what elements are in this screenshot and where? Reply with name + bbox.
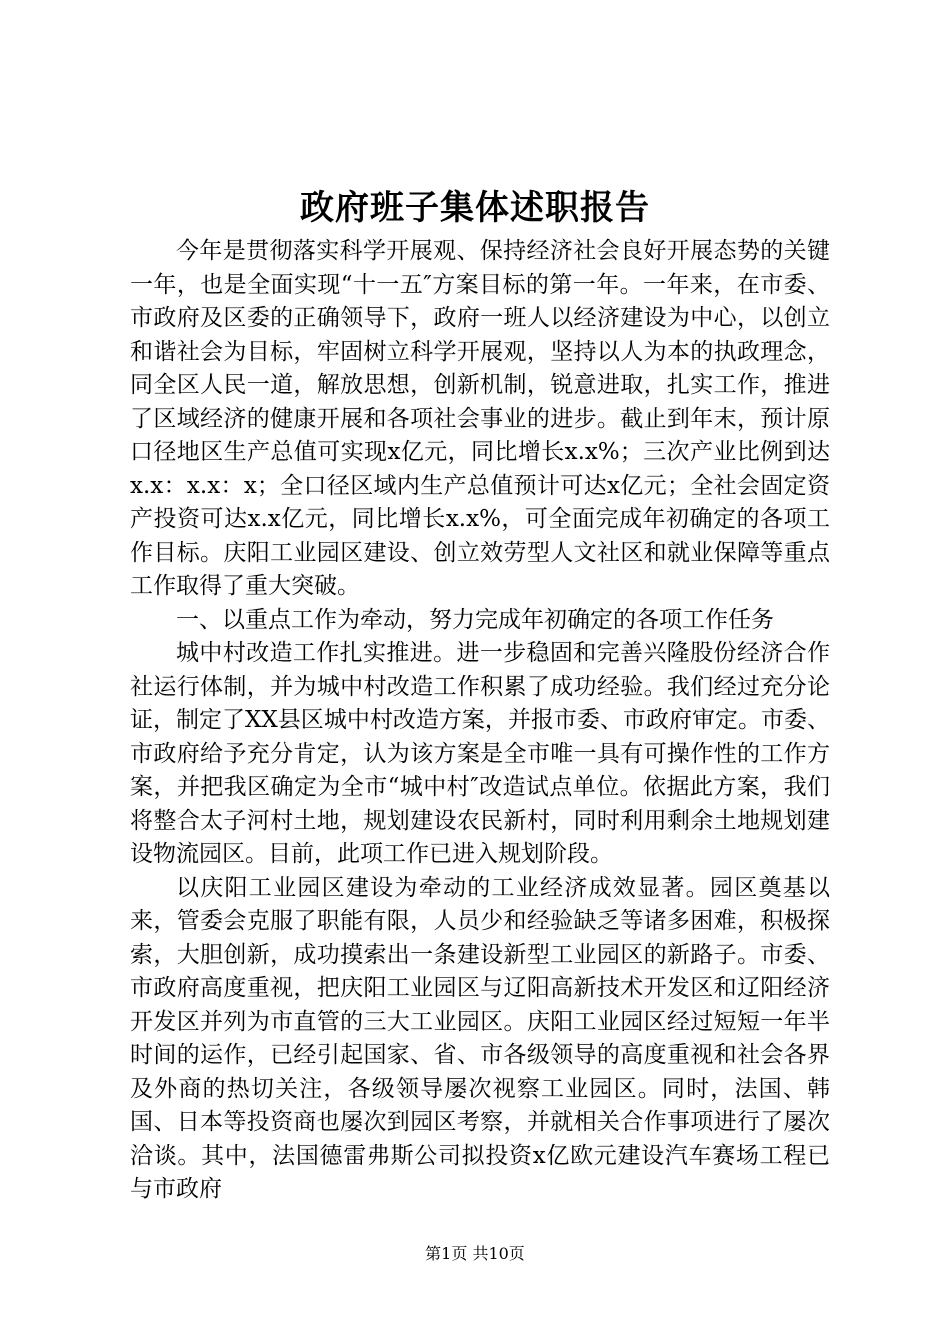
document-body — [130, 235, 830, 1207]
document-title: 政府班子集体述职报告 — [300, 188, 650, 228]
paragraph-urban-village: 城中村改造工作扎实推进。进一步稳固和完善兴隆股份经济合作社运行体制，并为城中村改造工作积累了成功经验。我们经过充分论证，制定了XX县区城中村改造方案，并报市委、市政府审定。市委、市政府给予充分肯定，认为该方案是全市唯一具有可操作性的工作方案，并把我区确定为全市“城中村″改造试点单位。依据此方案，我们将整合太子河村土地，规划建设农民新村，同时利用剩余土地规划建设物流园区。目前，此项工作已进入规划阶段。 — [130, 640, 830, 867]
paragraph-industrial-park: 以庆阳工业园区建设为牵动的工业经济成效显著。园区奠基以来，管委会克服了职能有限，人员少和经验缺乏等诸多困难，积极探索，大胆创新，成功摸索出一条建设新型工业园区的新路子。市委、市政府高度重视，把庆阳工业园区与辽阳高新技术开发区和辽阳经济开发区并列为市直管的三大工业园区。庆阳工业园区经过短短一年半时间的运作，已经引起国家、省、市各级领导的高度重视和社会各界及外商的热切关注，各级领导屡次视察工业园区。同时，法国、韩国、日本等投资商也屡次到园区考察，并就相关合作事项进行了屡次洽谈。其中，法国德雷弗斯公司拟投资x亿欧元建设汽车赛场工程已与市政府 — [130, 874, 830, 1202]
page-number-footer: 第1页 共10页 — [425, 1244, 525, 1263]
section-heading-1: 一、以重点工作为牵动，努力完成年初确定的各项工作任务 — [176, 606, 774, 633]
paragraph-intro: 今年是贯彻落实科学开展观、保持经济社会良好开展态势的关键一年，也是全面实现“十一五″方案目标的第一年。一年来，在市委、市政府及区委的正确领导下，政府一班人以经济建设为中心，以创立和谐社会为目标，牢固树立科学开展观，坚持以人为本的执政理念，同全区人民一道，解放思想，创新机制，锐意进取，扎实工作，推进了区域经济的健康开展和各项社会事业的进步。截止到年末，预计原口径地区生产总值可实现x亿元，同比增长x.x%；三次产业比例到达x.x：x.x：x；全口径区域内生产总值预计可达x亿元；全社会固定资产投资可达x.x亿元，同比增长x.x%，可全面完成年初确定的各项工作目标。庆阳工业园区建设、创立效劳型人文社区和就业保障等重点工作取得了重大突破。 — [130, 238, 830, 599]
